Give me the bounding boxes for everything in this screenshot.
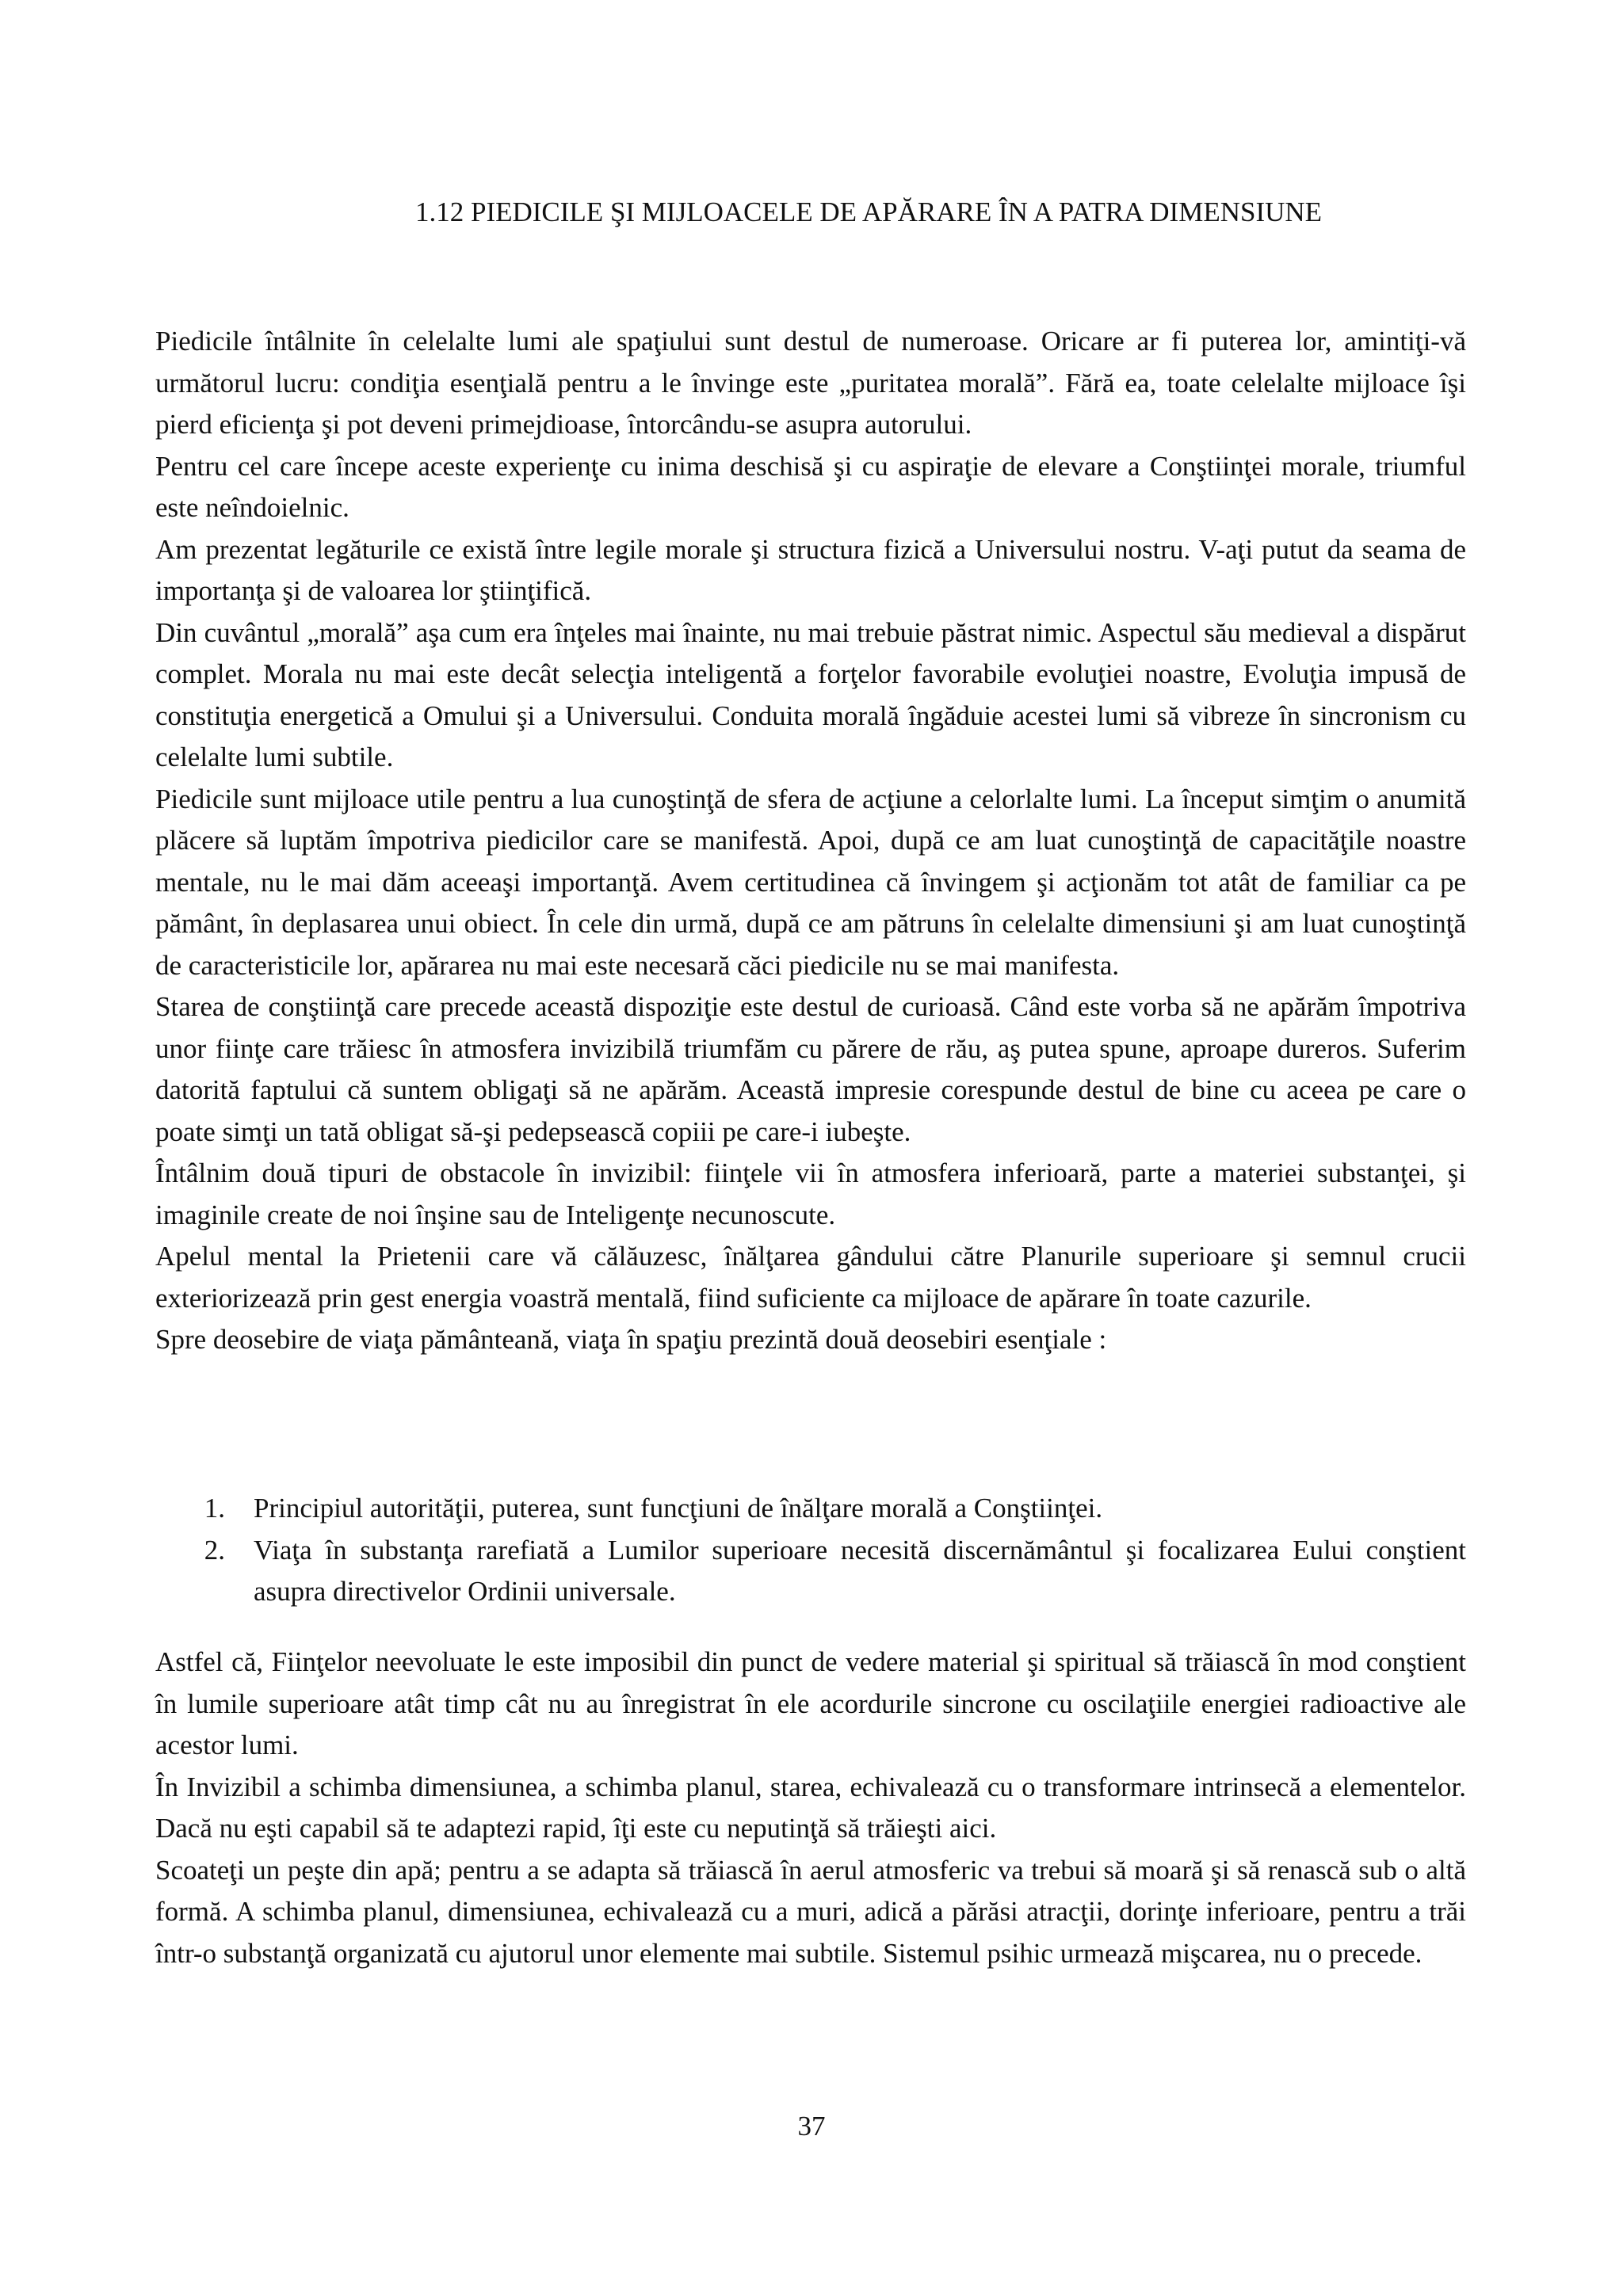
section-heading: 1.12 PIEDICILE ŞI MIJLOACELE DE APĂRARE ÎN A PATRA DIMENSIUNE <box>415 196 1323 227</box>
paragraph: Pentru cel care începe aceste experienţe cu inima deschisă şi cu aspiraţie de elevare a Conştiinţei morale, triumful este neîndoielnic. <box>155 450 1466 523</box>
list-item-text: Principiul autorităţii, puterea, sunt funcţiuni de înălţare morală a Conştiinţei. <box>254 1493 1103 1524</box>
body-text-after-list <box>155 1642 1466 1974</box>
list-item-text: Viaţa în substanţa rarefiată a Lumilor superioare necesită discernământul şi focalizarea Eului conştient asupra directivelor Ordinii universale. <box>254 1534 1466 1607</box>
paragraph: Piedicile sunt mijloace utile pentru a lua cunoştinţă de sfera de acţiune a celorlalte lumi. La început simţim o anumită plăcere să luptăm împotriva piedicilor care se manifestă. Apoi, după ce am luat cunoştinţă de capacităţile noastre mentale, nu le mai dăm aceeaşi importanţă. Avem certitudinea că învingem şi acţionăm tot atât de familiar ca pe pământ, în deplasarea unui obiect. În cele din urmă, după ce am pătruns în celelalte dimensiuni şi am luat cunoştinţă de caracteristicile lor, apărarea nu mai este necesară căci piedicile nu se mai manifesta. <box>155 783 1466 981</box>
paragraph: Scoateţi un peşte din apă; pentru a se adapta să trăiască în aerul atmosferic va trebui să moară şi să renască sub o altă formă. A schimba planul, dimensiunea, echivalează cu a muri, adică a părăsi atracţii, dorinţe inferioare, pentru a trăi într-o substanţă organizată cu ajutorul unor elemente mai subtile. Sistemul psihic urmează mişcarea, nu o precede. <box>155 1854 1466 1969</box>
list-item <box>155 1488 1466 1530</box>
page-number: 37 <box>797 2111 826 2142</box>
paragraph: În Invizibil a schimba dimensiunea, a schimba planul, starea, echivalează cu o transformare intrinsecă a elementelor. Dacă nu eşti capabil să te adaptezi rapid, îţi este cu neputinţă să trăieşti aici. <box>155 1771 1466 1844</box>
paragraph: Spre deosebire de viaţa pământeană, viaţa în spaţiu prezintă două deosebiri esenţiale : <box>155 1324 1107 1355</box>
paragraph: Piedicile întâlnite în celelalte lumi ale spaţiului sunt destul de numeroase. Oricare ar fi puterea lor, amintiţi-vă următorul lucru: condiţia esenţială pentru a le învinge este „puritatea morală”. Fără ea, toate celelalte mijloace îşi pierd eficienţa şi pot deveni primejdioase, întorcându-se asupra autorului. <box>155 326 1466 440</box>
list-item-number: 2. <box>204 1534 225 1566</box>
body-text-before-list <box>155 321 1466 1361</box>
numbered-list <box>155 1488 1466 1613</box>
list-item <box>155 1530 1466 1613</box>
paragraph: Starea de conştiinţă care precede această dispoziţie este destul de curioasă. Când este vorba să ne apărăm împotriva unor fiinţe care trăiesc în atmosfera invizibilă triumfăm cu părere de rău, aş putea spune, aproape dureros. Suferim datorită faptului că suntem obligaţi să ne apărăm. Această impresie corespunde destul de bine cu aceea pe care o poate simţi un tată obligat să-şi pedepsească copiii pe care-i iubeşte. <box>155 991 1466 1147</box>
paragraph: Am prezentat legăturile ce există între legile morale şi structura fizică a Universului nostru. V-aţi putut da seama de importanţa şi de valoarea lor ştiinţifică. <box>155 533 1466 606</box>
paragraph: Apelul mental la Prietenii care vă călăuzesc, înălţarea gândului către Planurile superioare şi semnul crucii exteriorizează prin gest energia voastră mentală, fiind suficiente ca mijloace de apărare în toate cazurile. <box>155 1241 1466 1314</box>
paragraph: Întâlnim două tipuri de obstacole în invizibil: fiinţele vii în atmosfera inferioară, parte a materiei substanţei, şi imaginile create de noi înşine sau de Inteligenţe necunoscute. <box>155 1158 1466 1230</box>
list-item-number: 1. <box>204 1493 225 1524</box>
paragraph: Din cuvântul „morală” aşa cum era înţeles mai înainte, nu mai trebuie păstrat nimic. Aspectul său medieval a dispărut complet. Morala nu mai este decât selecţia inteligentă a forţelor favorabile evoluţiei noastre, Evoluţia impusă de constituţia energetică a Omului şi a Universului. Conduita morală îngăduie acestei lumi să vibreze în sincronism cu celelalte lumi subtile. <box>155 616 1466 772</box>
paragraph: Astfel că, Fiinţelor neevoluate le este imposibil din punct de vedere material şi spiritual să trăiască în mod conştient în lumile superioare atât timp cât nu au înregistrat în ele acordurile sincrone cu oscilaţiile energiei radioactive ale acestor lumi. <box>155 1646 1466 1760</box>
